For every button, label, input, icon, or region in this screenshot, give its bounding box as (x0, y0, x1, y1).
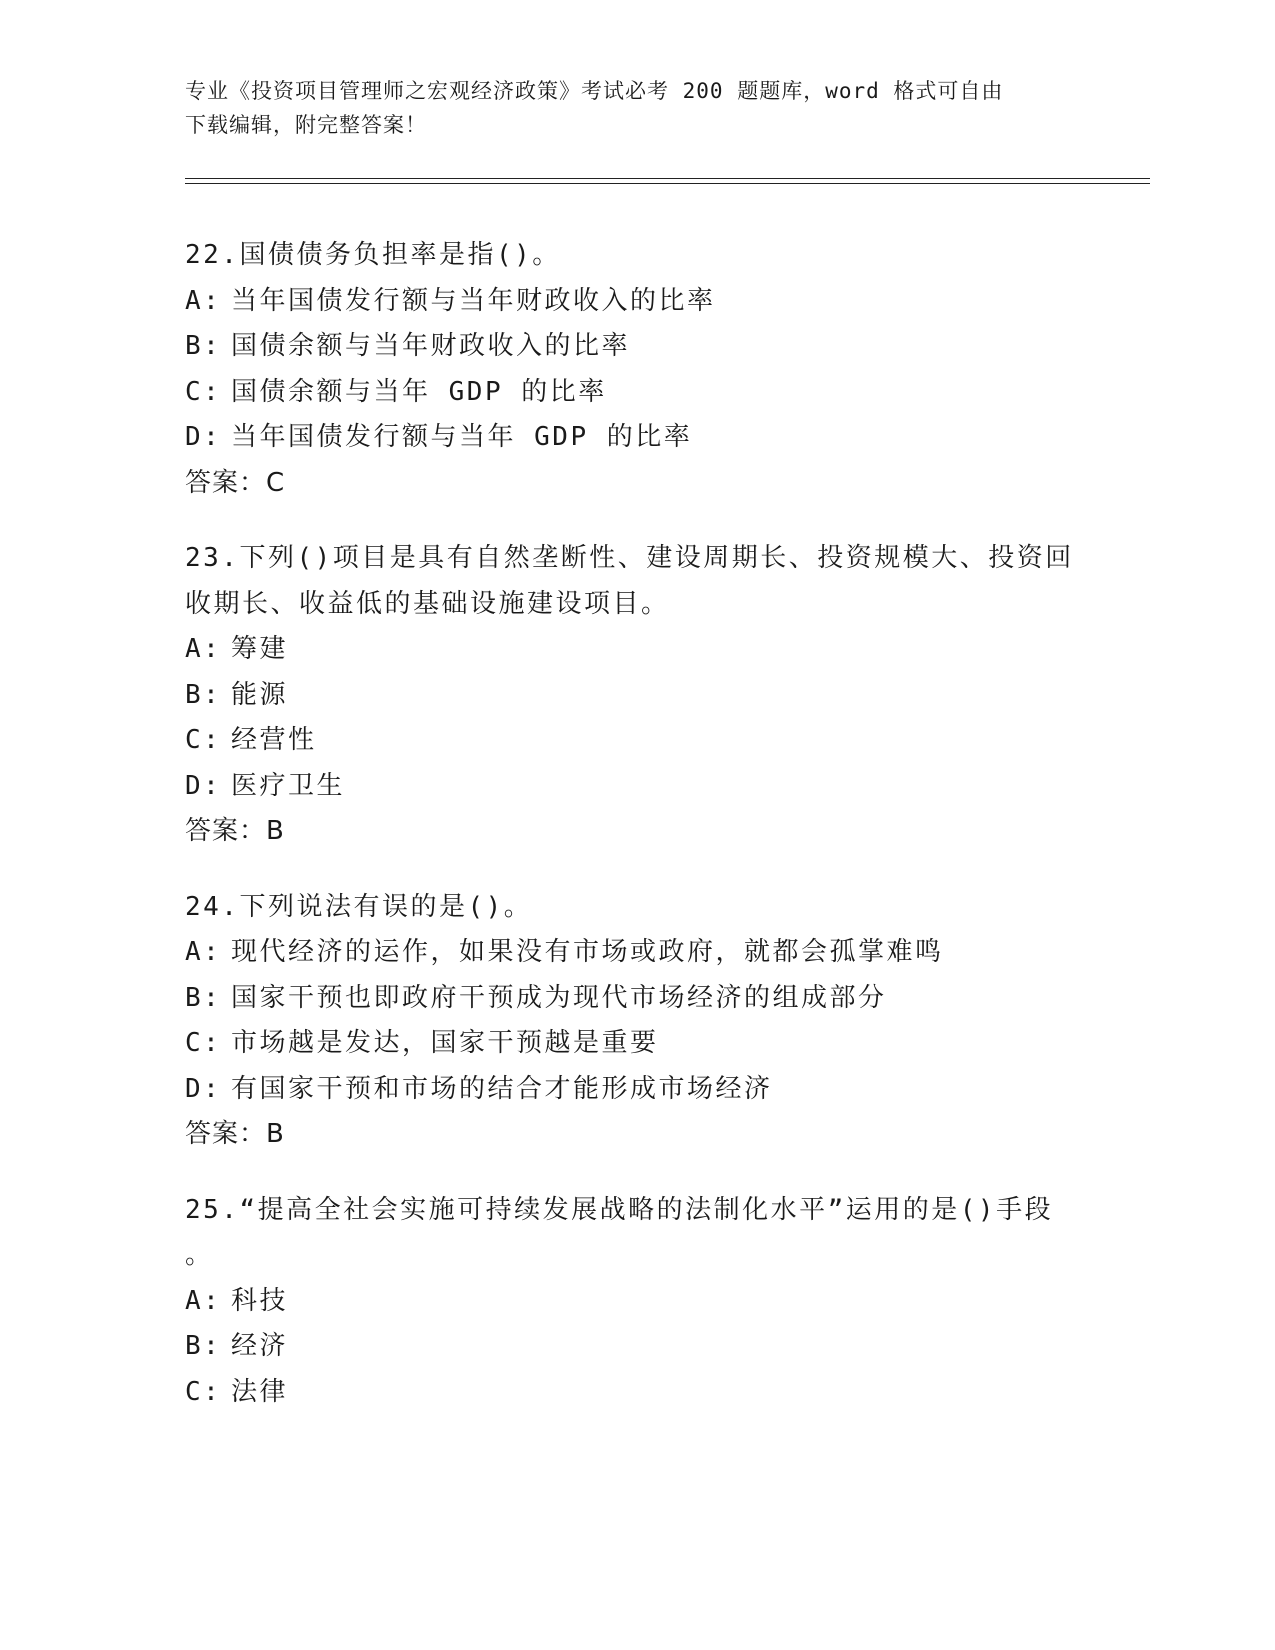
option-c (185, 718, 1075, 764)
option-text: 有国家干预和市场的结合才能形成市场经济 (231, 1073, 773, 1104)
option-c (185, 1370, 1075, 1416)
answer-text: 答案：C (185, 467, 286, 498)
header-rule-top (185, 178, 1150, 179)
option-c (185, 1021, 1075, 1067)
option-key: C: (185, 1028, 222, 1058)
option-text: 经营性 (231, 725, 317, 755)
option-text: 法律 (231, 1376, 289, 1407)
header-line-2: 下载编辑，附完整答案！ (185, 113, 427, 137)
header-rule-bottom (185, 183, 1150, 184)
option-a (185, 279, 1075, 325)
option-key: C: (185, 725, 222, 755)
option-d (185, 1067, 1075, 1113)
option-b (185, 324, 1075, 370)
option-b (185, 673, 1075, 719)
option-key: C: (185, 376, 222, 407)
question-25 (185, 1188, 1075, 1416)
option-text: 市场越是发达，国家干预越是重要 (231, 1028, 659, 1058)
question-22 (185, 233, 1075, 506)
option-key: A: (185, 634, 222, 664)
option-key: D: (185, 1073, 222, 1104)
option-text: 当年国债发行额与当年财政收入的比率 (231, 285, 716, 316)
option-b (185, 1324, 1075, 1370)
document-header (185, 74, 1065, 142)
option-key: C: (185, 1376, 222, 1407)
option-b (185, 976, 1075, 1022)
option-text: 医疗卫生 (231, 770, 346, 801)
question-list (185, 233, 1075, 1445)
option-c (185, 370, 1075, 416)
question-text: 23.下列()项目是具有自然垄断性、建设周期长、投资规模大、投资回 (185, 543, 1074, 573)
option-d (185, 764, 1075, 810)
option-key: A: (185, 1285, 222, 1316)
option-text: 现代经济的运作，如果没有市场或政府，就都会孤掌难鸣 (231, 937, 944, 967)
option-key: A: (185, 285, 222, 316)
option-text: 国家干预也即政府干预成为现代市场经济的组成部分 (231, 982, 887, 1013)
option-key: B: (185, 331, 222, 361)
question-text-continued: 。 (185, 1240, 214, 1270)
option-key: D: (185, 422, 222, 452)
option-key: A: (185, 937, 222, 967)
option-text: 当年国债发行额与当年 GDP 的比率 (231, 422, 693, 452)
question-23 (185, 536, 1075, 855)
answer-text: 答案：B (185, 816, 285, 846)
question-text: 25.“提高全社会实施可持续发展战略的法制化水平”运用的是()手段 (185, 1194, 1054, 1225)
option-text: 国债余额与当年 GDP 的比率 (231, 376, 607, 407)
option-key: B: (185, 1331, 222, 1361)
question-text-continued: 收期长、收益低的基础设施建设项目。 (185, 588, 670, 619)
option-d (185, 415, 1075, 461)
option-text: 科技 (231, 1285, 289, 1316)
question-24 (185, 885, 1075, 1158)
question-text: 22.国债债务负担率是指()。 (185, 240, 561, 270)
option-a (185, 930, 1075, 976)
option-text: 国债余额与当年财政收入的比率 (231, 331, 631, 361)
option-a (185, 627, 1075, 673)
option-key: D: (185, 770, 222, 801)
header-line-1: 专业《投资项目管理师之宏观经济政策》考试必考 200 题题库，word 格式可自由 (185, 79, 1004, 103)
option-text: 筹建 (231, 634, 289, 664)
option-text: 能源 (231, 679, 289, 710)
option-a (185, 1279, 1075, 1325)
question-text: 24.下列说法有误的是()。 (185, 891, 533, 922)
option-key: B: (185, 679, 222, 710)
answer-text: 答案：B (185, 1119, 285, 1149)
option-text: 经济 (231, 1331, 289, 1361)
option-key: B: (185, 982, 222, 1013)
